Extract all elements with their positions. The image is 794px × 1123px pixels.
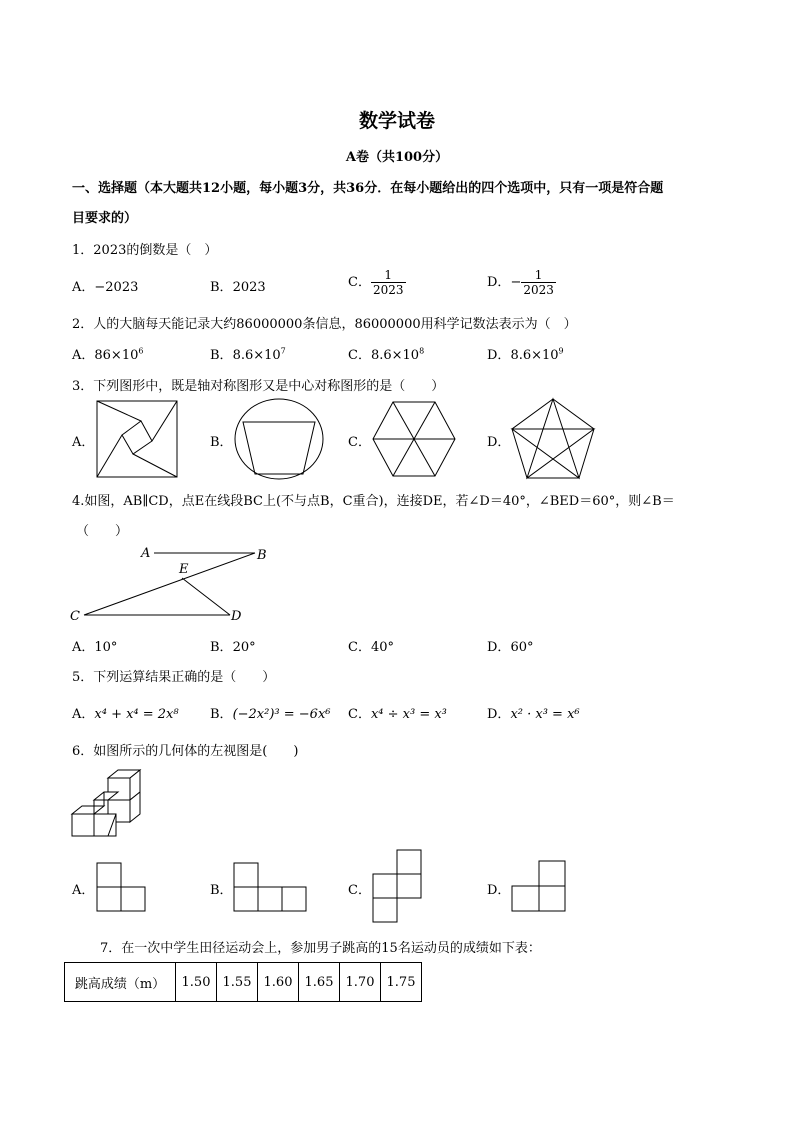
question-4-stem-line1: 4.如图，AB∥CD，点E在线段BC上(不与点B，C重合)，连接DE，若∠D＝40°，∠BED＝60°，则∠B＝	[72, 494, 675, 509]
q4-option-a: A．10°	[72, 640, 118, 655]
point-b-label: B	[257, 548, 267, 563]
question-7-stem: 7．在一次中学生田径运动会上，参加男子跳高的15名运动员的成绩如下表：	[100, 941, 541, 956]
cube-stack-figure	[70, 768, 144, 838]
left-view-option-b	[233, 862, 307, 912]
question-4-stem-line2: （ ）	[76, 524, 129, 539]
q5-option-c: C．x⁴ ÷ x³ = x³	[348, 707, 447, 722]
q3-option-c-label: C．	[348, 435, 371, 450]
table-cell: 1.60	[258, 963, 299, 1002]
q2-option-b: B．$8.6\times 10^7$	[210, 346, 286, 363]
square-pinwheel-figure	[96, 400, 178, 478]
q6-option-d-label: D．	[487, 883, 511, 898]
hexagon-figure	[372, 401, 456, 477]
table-cell: 1.50	[176, 963, 217, 1002]
q5-option-d: D．x² · x³ = x⁶	[487, 707, 580, 722]
table-cell: 1.65	[299, 963, 340, 1002]
q3-option-b-label: B．	[210, 435, 233, 450]
question-1-stem: 1．2023的倒数是（ ）	[72, 243, 218, 258]
option-text: 2023	[232, 280, 266, 295]
option-label: D．	[487, 275, 511, 290]
q2-option-a: A．$86\times 10^6$	[72, 346, 144, 363]
option-label: A．	[72, 280, 95, 295]
left-view-option-a	[96, 862, 148, 912]
q5-option-b: B．(−2x²)³ = −6x⁶	[210, 707, 331, 722]
q4-option-d: D．60°	[487, 640, 534, 655]
section-heading-line2: 目要求的）	[72, 211, 138, 226]
q6-option-c-label: C．	[348, 883, 371, 898]
q6-option-a-label: A．	[72, 883, 95, 898]
q1-option-a	[72, 276, 138, 295]
page-title: 数学试卷	[358, 110, 435, 132]
table-row	[65, 963, 422, 1002]
point-c-label: C	[70, 609, 80, 624]
question-2-stem: 2．人的大脑每天能记录大约86000000条信息，86000000用科学记数法表示为（ ）	[72, 317, 577, 332]
fraction: $\frac{1}{2023}$	[523, 268, 554, 297]
q6-option-b-label: B．	[210, 883, 233, 898]
point-e-label: E	[179, 562, 189, 577]
point-a-label: A	[141, 546, 151, 561]
high-jump-table	[64, 962, 422, 1002]
parallel-lines-figure	[70, 545, 280, 625]
q2-option-d: D．$8.6\times 10^9$	[487, 346, 564, 363]
table-cell: 1.55	[217, 963, 258, 1002]
q1-option-d: D．− $\frac{1}{2023}$	[487, 268, 554, 297]
point-d-label: D	[231, 609, 242, 624]
left-view-option-c	[372, 849, 424, 923]
question-3-stem: 3．下列图形中，既是轴对称图形又是中心对称图形的是（ ）	[72, 379, 445, 394]
circle-trapezoid-figure	[233, 398, 325, 480]
table-cell: 1.75	[381, 963, 422, 1002]
q1-option-c	[348, 268, 406, 297]
q4-option-b: B．20°	[210, 640, 256, 655]
pentagon-star-figure	[511, 398, 595, 480]
section-heading-line1: 一、选择题（本大题共12小题，每小题3分，共36分．在每小题给出的四个选项中，只有一项是符合题	[72, 181, 664, 196]
option-label: B．	[210, 280, 233, 295]
option-text: −2023	[94, 280, 139, 295]
table-header-cell: 跳高成绩（m）	[65, 963, 176, 1002]
q2-option-c: C．$8.6\times 10^8$	[348, 346, 425, 363]
q3-option-a-label: A．	[72, 435, 95, 450]
fraction: $\frac{1}{2023}$	[372, 268, 404, 297]
question-6-stem: 6．如图所示的几何体的左视图是( )	[72, 744, 299, 759]
table-cell: 1.70	[340, 963, 381, 1002]
question-5-stem: 5．下列运算结果正确的是（ ）	[72, 670, 276, 685]
q5-option-a: A．x⁴ + x⁴ = 2x⁸	[72, 707, 179, 722]
q1-option-b	[210, 276, 266, 295]
q3-option-d-label: D．	[487, 435, 511, 450]
option-label: C．	[348, 275, 371, 290]
q4-option-c: C．40°	[348, 640, 394, 655]
page-subtitle: A卷（共100分）	[345, 150, 449, 165]
left-view-option-d	[511, 860, 567, 912]
